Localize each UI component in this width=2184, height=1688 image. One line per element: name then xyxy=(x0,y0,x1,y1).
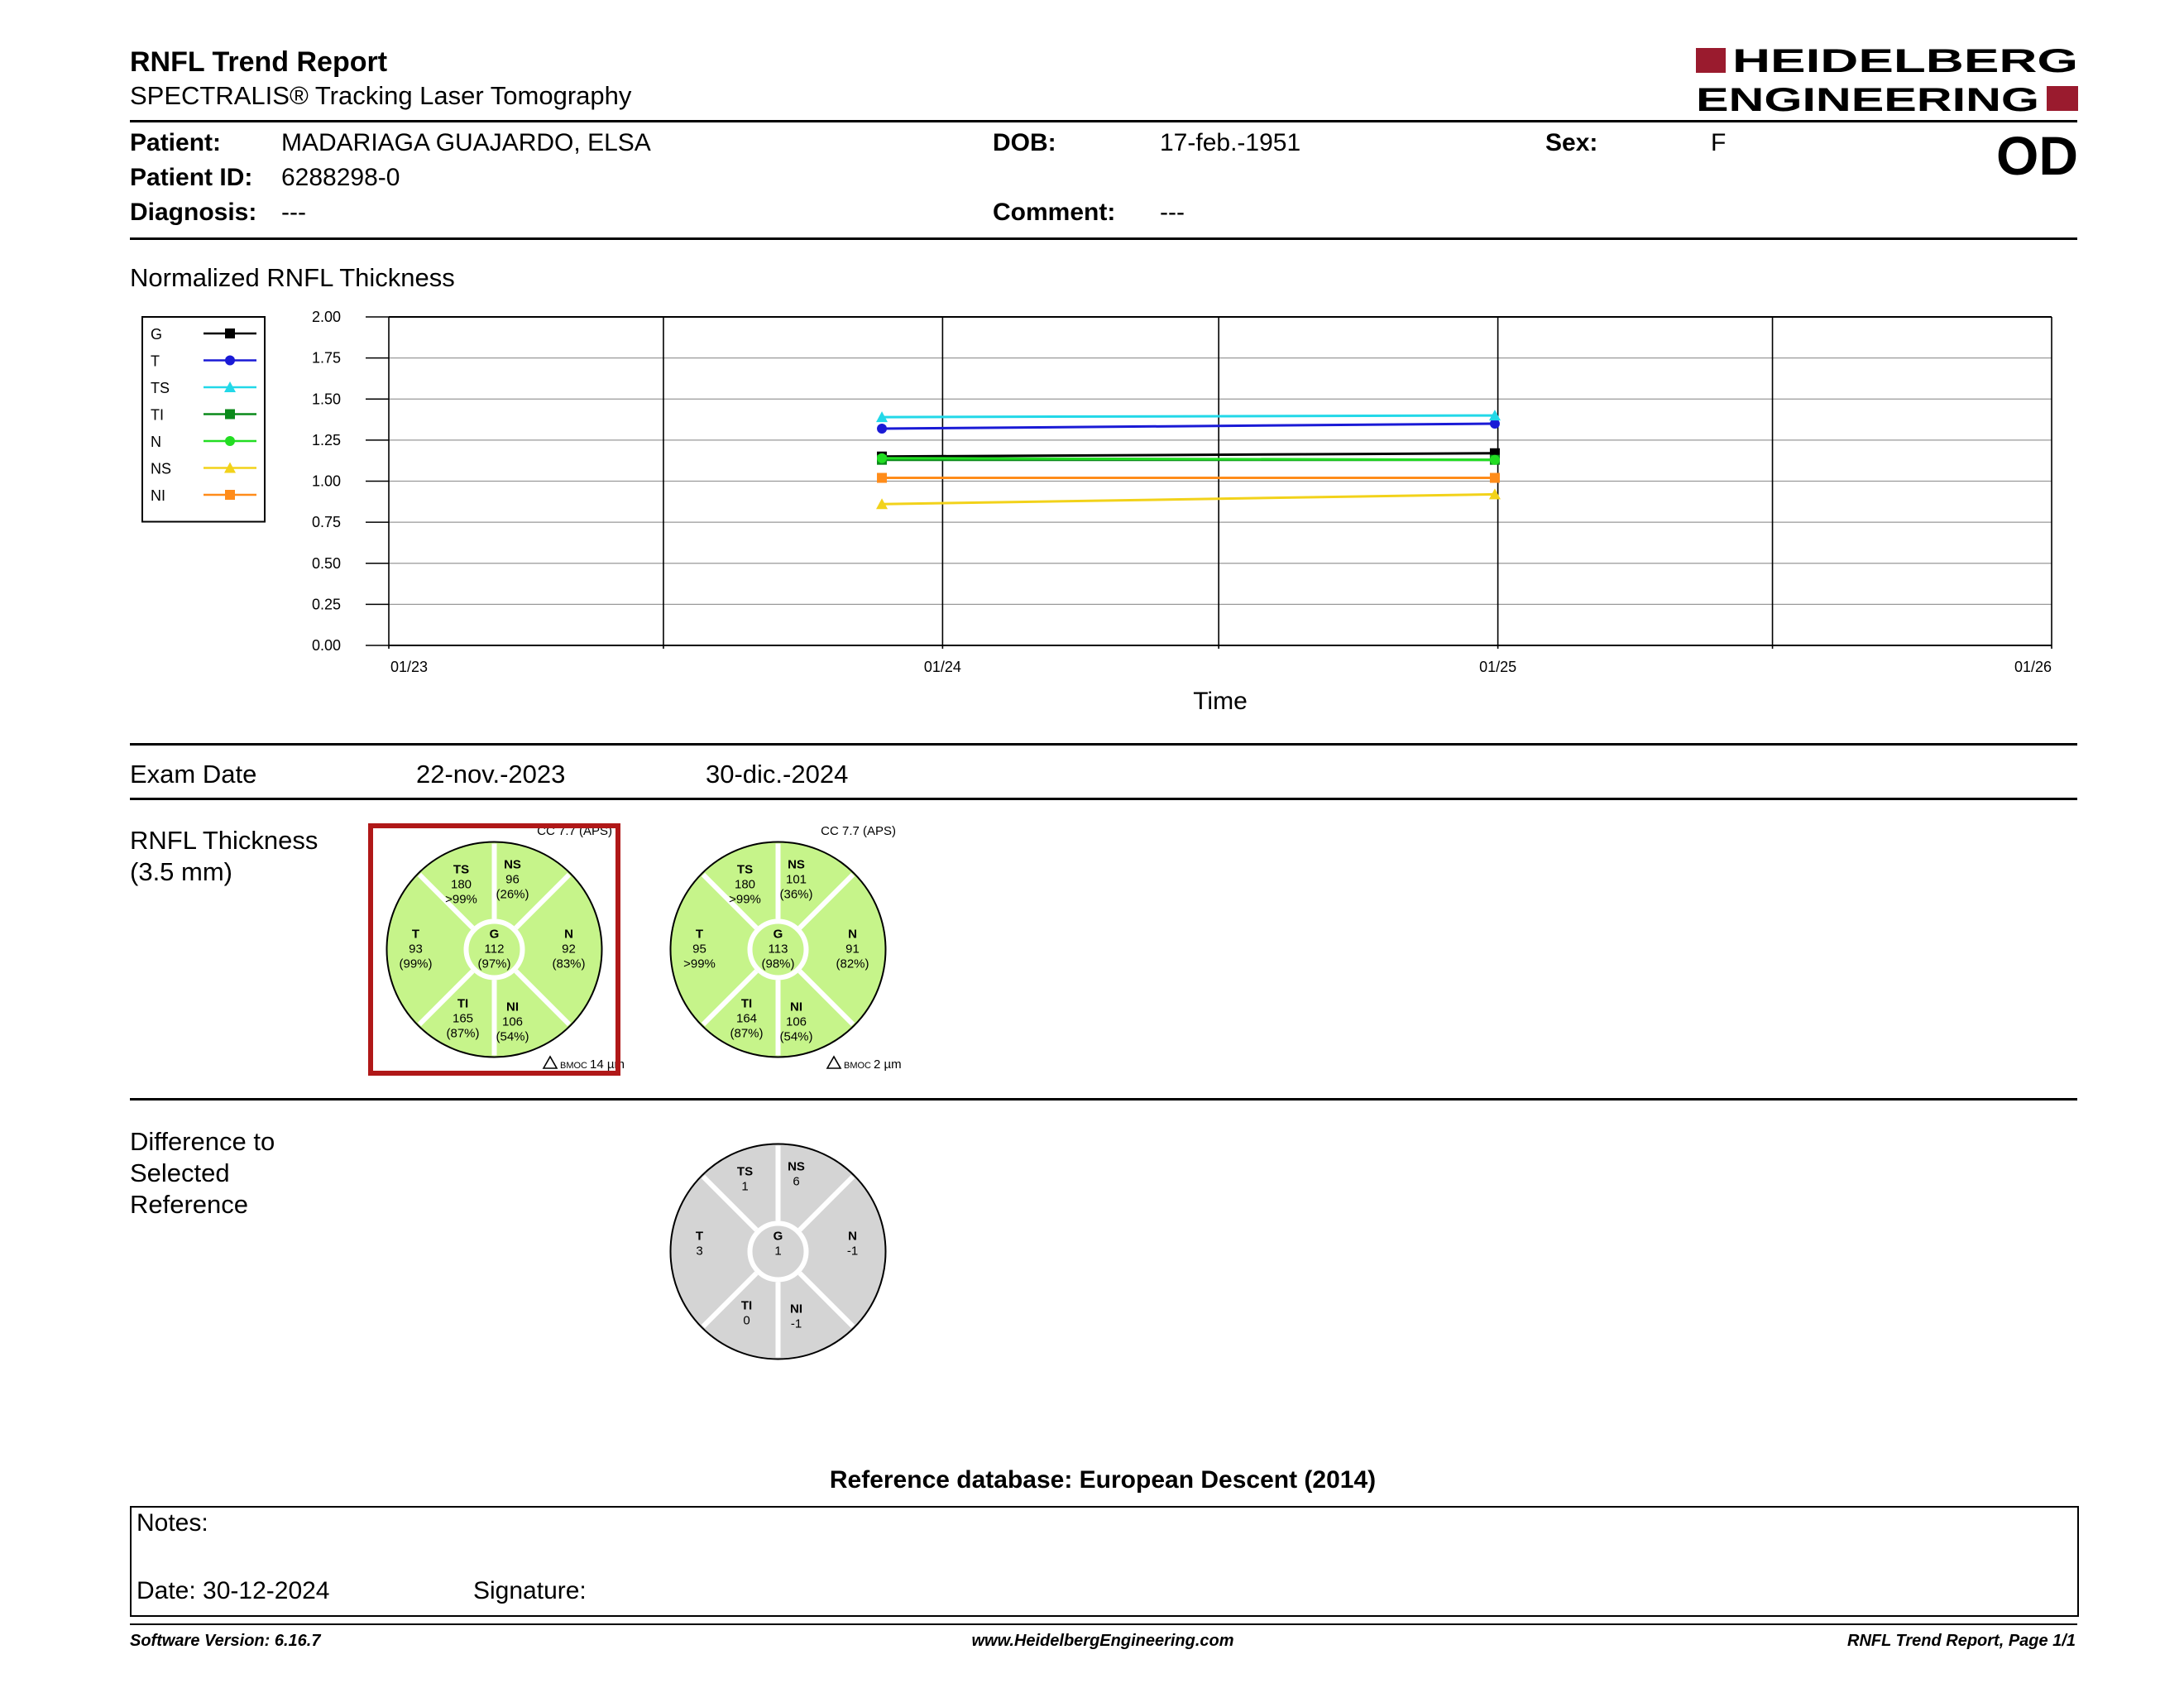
report-title: RNFL Trend Report xyxy=(130,46,388,78)
sector-name: G xyxy=(489,927,500,942)
sector-percentile: (87%) xyxy=(446,1026,480,1041)
circle-header: CC 7.7 (APS) xyxy=(821,824,896,838)
legend-marker-ni xyxy=(225,490,235,500)
report-subtitle: SPECTRALIS® Tracking Laser Tomography xyxy=(130,81,632,110)
y-tick-label: 0.25 xyxy=(311,596,341,613)
sex-value: F xyxy=(1711,129,1727,156)
patient-id-label: Patient ID: xyxy=(130,164,253,191)
sector-percentile: (54%) xyxy=(779,1029,813,1044)
exam-divider xyxy=(130,798,2077,800)
sector-value: 6 xyxy=(793,1174,800,1189)
exam-date-label: Exam Date xyxy=(130,760,257,789)
notes-label: Notes: xyxy=(136,1509,208,1537)
sector-value: -1 xyxy=(846,1244,859,1259)
sector-percentile: >99% xyxy=(445,892,477,907)
sector-g xyxy=(774,1230,783,1259)
patient-value: MADARIAGA GUAJARDO, ELSA xyxy=(281,129,651,156)
legend-label-t: T xyxy=(151,352,160,370)
y-tick-label: 0.50 xyxy=(311,554,341,572)
data-point-ni xyxy=(877,473,887,483)
thickness-label-1: RNFL Thickness xyxy=(130,826,318,855)
delta-icon xyxy=(544,1057,557,1068)
circle-header: CC 7.7 (APS) xyxy=(537,824,612,838)
thickness-divider xyxy=(130,1098,2077,1101)
sector-percentile: (36%) xyxy=(779,887,813,902)
sector-value: 3 xyxy=(696,1244,703,1259)
data-point-n xyxy=(1490,455,1500,465)
sector-value: 92 xyxy=(562,942,576,957)
legend-marker-g xyxy=(225,328,235,338)
website-link[interactable]: www.HeidelbergEngineering.com xyxy=(971,1632,1234,1650)
sector-name: N xyxy=(848,927,857,942)
comment-label: Comment: xyxy=(993,199,1116,226)
sector-name: TS xyxy=(736,862,754,877)
y-tick-label: 0.75 xyxy=(311,514,341,531)
x-tick-label: 01/25 xyxy=(1479,659,1517,675)
sector-name: T xyxy=(695,927,704,942)
exam-date-1: 22-nov.-2023 xyxy=(416,760,566,789)
sector-percentile: (97%) xyxy=(477,957,511,971)
sector-value: 180 xyxy=(450,877,472,892)
logo-line2: ENGINEERING xyxy=(1696,82,2039,118)
sector-percentile: (83%) xyxy=(552,957,586,971)
software-version: Software Version: 6.16.7 xyxy=(130,1632,321,1650)
legend-label-ni: NI xyxy=(151,487,165,504)
dob-value: 17-feb.-1951 xyxy=(1160,129,1301,156)
sector-value: 95 xyxy=(692,942,706,957)
sector-value: 106 xyxy=(785,1014,807,1029)
sector-name: T xyxy=(695,1229,704,1244)
y-tick-label: 2.00 xyxy=(311,309,341,325)
patient-divider xyxy=(130,237,2077,240)
page-number: RNFL Trend Report, Page 1/1 xyxy=(1847,1632,2076,1650)
x-tick-label: 01/24 xyxy=(923,659,961,675)
sector-name: NI xyxy=(790,1000,802,1014)
legend-label-ti: TI xyxy=(151,406,164,424)
legend-marker-t xyxy=(225,356,235,366)
footer-divider xyxy=(130,1623,2077,1625)
sector-percentile: (87%) xyxy=(730,1026,764,1041)
heidelberg-logo xyxy=(1696,45,2078,117)
sector-value: 91 xyxy=(845,942,860,957)
sector-t xyxy=(696,1230,703,1259)
y-tick-label: 0.00 xyxy=(311,637,341,654)
eye-indicator: OD xyxy=(1996,125,2078,186)
sector-name: NS xyxy=(504,857,521,872)
sector-percentile: (26%) xyxy=(496,887,529,902)
sector-name: TS xyxy=(453,862,470,877)
sector-name: N xyxy=(848,1229,857,1244)
sector-name: TI xyxy=(740,1298,753,1313)
sector-name: NS xyxy=(788,857,805,872)
series-line-g xyxy=(882,453,1495,457)
sector-name: NI xyxy=(790,1302,802,1316)
sector-value: 0 xyxy=(743,1313,750,1328)
legend-marker-n xyxy=(225,436,235,446)
legend-label-ts: TS xyxy=(151,380,170,396)
sector-value: -1 xyxy=(790,1316,802,1331)
legend-marker-ti xyxy=(225,410,235,420)
difference-circle[interactable] xyxy=(652,1125,904,1378)
difference-label-2: Selected xyxy=(130,1158,230,1187)
notes-box[interactable] xyxy=(130,1506,2079,1617)
sector-name: N xyxy=(564,927,573,942)
data-point-t xyxy=(877,424,887,434)
data-point-ni xyxy=(1490,473,1500,483)
bmoc-value: 2 µm xyxy=(874,1057,902,1072)
series-line-t xyxy=(882,424,1495,429)
header-divider xyxy=(130,120,2077,122)
sector-value: 106 xyxy=(501,1014,524,1029)
thickness-circle-exam-1[interactable] xyxy=(368,823,625,1076)
logo-block-bottom xyxy=(2047,86,2078,111)
sector-percentile: (99%) xyxy=(399,957,433,971)
sector-value: 1 xyxy=(774,1244,782,1259)
reference-database: Reference database: European Descent (2014) xyxy=(829,1466,1377,1494)
y-tick-label: 1.00 xyxy=(311,472,341,490)
sector-n xyxy=(847,1230,858,1259)
sector-name: NS xyxy=(788,1159,805,1174)
chart-divider xyxy=(130,743,2077,746)
trend-chart xyxy=(0,298,2184,715)
logo-line1: HEIDELBERG xyxy=(1732,43,2078,79)
patient-id-value: 6288298-0 xyxy=(281,164,400,191)
dob-label: DOB: xyxy=(993,129,1056,156)
sector-percentile: (54%) xyxy=(496,1029,529,1044)
legend-label-g: G xyxy=(151,326,163,343)
difference-label-1: Difference to xyxy=(130,1127,275,1156)
legend-label-n: N xyxy=(151,434,161,450)
sector-percentile: (98%) xyxy=(761,957,795,971)
sector-name: NI xyxy=(506,1000,519,1014)
legend-label-ns: NS xyxy=(151,460,172,477)
sector-name: TS xyxy=(736,1164,754,1179)
sector-name: G xyxy=(773,927,783,942)
sector-name: TI xyxy=(457,996,469,1011)
sector-value: 113 xyxy=(768,942,788,957)
diagnosis-value: --- xyxy=(281,199,306,226)
date-label: Date: 30-12-2024 xyxy=(136,1577,330,1604)
sector-percentile: (82%) xyxy=(836,957,869,971)
diagnosis-label: Diagnosis: xyxy=(130,199,257,226)
sector-value: 165 xyxy=(452,1011,474,1026)
thickness-label-2: (3.5 mm) xyxy=(130,857,232,886)
comment-value: --- xyxy=(1160,199,1185,226)
series-line-n xyxy=(882,458,1495,460)
sector-value: 180 xyxy=(734,877,756,892)
x-axis-label: Time xyxy=(1193,688,1248,715)
data-point-n xyxy=(877,453,887,463)
thickness-circle-exam-2[interactable] xyxy=(652,823,904,1076)
y-tick-label: 1.50 xyxy=(311,391,341,408)
series-line-ts xyxy=(882,415,1495,417)
patient-label: Patient: xyxy=(130,129,222,156)
sector-percentile: >99% xyxy=(729,892,761,907)
sector-value: 112 xyxy=(484,942,505,957)
sector-ni xyxy=(790,1302,802,1331)
sector-name: T xyxy=(411,927,420,942)
difference-label-3: Reference xyxy=(130,1190,249,1219)
bmoc-label: BMOC xyxy=(560,1061,587,1071)
sex-label: Sex: xyxy=(1545,129,1598,156)
signature-label: Signature: xyxy=(473,1577,587,1604)
sector-value: 164 xyxy=(735,1011,758,1026)
delta-icon xyxy=(827,1057,841,1068)
y-tick-label: 1.25 xyxy=(311,431,341,448)
logo-block-top xyxy=(1696,48,1726,73)
y-tick-label: 1.75 xyxy=(311,349,341,367)
sector-value: 96 xyxy=(505,872,520,887)
sector-value: 1 xyxy=(741,1179,749,1194)
series-line-ns xyxy=(882,494,1495,504)
bmoc-value: 14 µm xyxy=(590,1057,625,1072)
sector-name: G xyxy=(773,1229,783,1244)
x-tick-label: 01/26 xyxy=(2014,659,2052,675)
exam-date-2: 30-dic.-2024 xyxy=(706,760,849,789)
sector-percentile: >99% xyxy=(683,957,716,971)
sector-value: 101 xyxy=(785,872,807,887)
sector-name: TI xyxy=(740,996,753,1011)
sector-value: 93 xyxy=(409,942,423,957)
chart-title: Normalized RNFL Thickness xyxy=(130,263,455,292)
bmoc-label: BMOC xyxy=(844,1061,871,1071)
x-tick-label: 01/23 xyxy=(390,659,429,675)
